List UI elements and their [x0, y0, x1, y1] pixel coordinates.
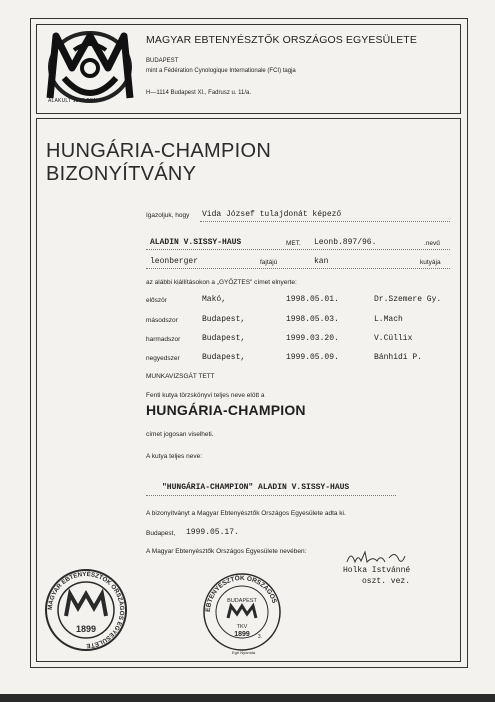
full-name-label: A kutya teljes neve: [146, 453, 203, 460]
on-behalf-text: A Magyar Ebtenyésztők Országos Egyesülete nevében: [146, 548, 307, 555]
seal-year: 1899 [234, 631, 250, 638]
seal-city: BUDAPEST [227, 598, 257, 604]
work-exam-text: MUNKAVIZSGÁT TETT [146, 373, 215, 380]
seal-mark: TKV [236, 624, 248, 630]
dotted-line [146, 268, 450, 269]
show-date: 1999.03.20. [286, 334, 339, 343]
place-label: Budapest, [146, 530, 176, 537]
certificate-title [46, 140, 271, 186]
association-seal-right [202, 572, 282, 652]
dotted-line [146, 495, 396, 496]
prefix-text: Fenti kutya törzskönyvi teljes neve elött a [146, 392, 265, 399]
dog-name: ALADIN V.SISSY-HAUS [150, 238, 242, 247]
shows-intro: az alábbi kiállításokon a „GYŐZTES" címet elnyerte: [146, 279, 297, 286]
nevu-label: .nevű [424, 240, 440, 247]
certify-label: Igazoljuk, hogy [146, 212, 190, 219]
dotted-line [200, 221, 450, 222]
show-date: 1998.05.03. [286, 315, 339, 324]
sex-value: kan [314, 257, 329, 266]
org-name: MAGYAR EBTENYÉSZTŐK ORSZÁGOS EGYESÜLETE [146, 34, 417, 46]
show-judge: L.Mach [374, 315, 403, 324]
org-address: H—1114 Budapest XI., Fadrusz u. 11/a. [146, 90, 252, 96]
issued-text: A bizonyítványt a Magyar Ebtenyésztők Országos Egyesülete adta ki. [146, 510, 346, 517]
champion-heading: HUNGÁRIA-CHAMPION [146, 402, 306, 418]
seal-ring-text: MAGYAR EBTENYÉSZTŐK ORSZÁGOS EGYESÜLETE [46, 570, 126, 650]
seal-ring-text: EBTENYÉSZTŐK ORSZÁGOS [204, 574, 278, 613]
seal-year: 1899 [75, 624, 97, 634]
title-line-1: HUNGÁRIA-CHAMPION [46, 140, 272, 162]
seal-number: 3. [257, 634, 263, 640]
dotted-line [146, 249, 450, 250]
signer-name: Holka Istvánné [343, 566, 411, 575]
entitled-text: címet jogosan viselheti. [146, 431, 214, 438]
owner-value: Vida József tulajdonát képező [202, 210, 342, 219]
founded-text: ALAKULT 1899-BEN [48, 98, 98, 104]
show-place: Budapest, [202, 315, 246, 324]
met-label: MET. [286, 240, 301, 247]
scan-edge [0, 694, 495, 702]
show-ordinal: másodszor [146, 317, 178, 324]
printer-mark: Egri Nyomda [232, 650, 256, 655]
show-place: Budapest, [202, 334, 246, 343]
show-judge: V.Cüllix [374, 334, 413, 343]
show-ordinal: harmadszor [146, 336, 181, 343]
breed-value: leonberger [150, 257, 199, 266]
show-ordinal: negyedszer [146, 355, 180, 362]
show-judge: Bánhidi P. [374, 353, 423, 362]
kutyaja-label: kutyája [420, 259, 441, 266]
show-date: 1998.05.01. [286, 295, 339, 304]
title-line-2: BIZONYÍTVÁNY [46, 163, 197, 185]
org-fci-membership: mint a Fédération Cynologique Internationale (FCI) tagja [146, 68, 296, 74]
show-date: 1999.05.09. [286, 353, 339, 362]
handwritten-signature [345, 548, 407, 568]
show-ordinal: először [146, 297, 167, 304]
full-name-value: "HUNGÁRIA-CHAMPION" ALADIN V.SISSY-HAUS [162, 483, 350, 492]
show-place: Makó, [202, 295, 227, 304]
org-city: BUDAPEST [146, 58, 179, 64]
signer-title: oszt. vez. [362, 577, 411, 586]
met-value: Leonb.897/96. [314, 238, 377, 247]
meoe-logo [44, 28, 136, 106]
show-place: Budapest, [202, 353, 246, 362]
association-seal-left [44, 568, 128, 652]
fajtaju-label: fajtájú [260, 259, 278, 266]
show-judge: Dr.Szemere Gy. [374, 295, 442, 304]
issue-date: 1999.05.17. [186, 528, 239, 537]
